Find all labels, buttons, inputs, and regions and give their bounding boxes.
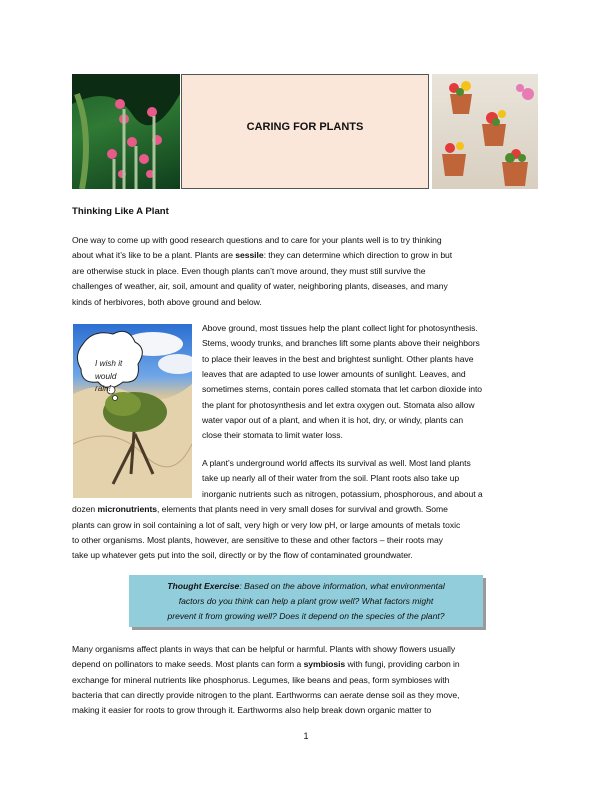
text-line [72,675,449,686]
text-line [72,535,443,546]
text-line [72,520,460,531]
text-span: Stems, woody trunks, and branches lift some plants above their neighbors [202,338,480,349]
bubble-line: rain! [95,384,111,393]
text-span: water vapor out of a plant, and when it is hot, dry, or windy, plants can [202,414,464,425]
text-span: : they can determine which direction to grow in but [263,250,453,261]
flowering-plants-photo [72,74,180,189]
text-line [202,458,471,469]
text-line [202,369,466,380]
text-span: depend on pollinators to make seeds. Most plants can form a [72,659,304,670]
thought-bubble-text [95,358,135,396]
text-span: sometimes stems, contain pores called stomata that let carbon dioxide into [202,384,483,395]
text-line [72,266,426,277]
text-line [202,430,343,441]
text-span: close their stomata to limit water loss. [202,430,343,441]
text-span: bacteria that can directly provide nitrogen to the plant. Earthworms can aerate dense soil as they move, [72,689,460,700]
text-span: dozen [72,504,98,515]
text-span: leaves that are adapted to use lower amounts of sunlight. Leaves, and [202,368,466,379]
text-line [202,473,459,484]
text-span: Above ground, most tissues help the plant collect light for photosynthesis. [202,323,478,333]
text-span: are otherwise stuck in place. Even though plants can’t move around, they must still survive the [72,265,426,276]
text-span: One way to come up with good research questions and to care for your plants well is to try thinking [72,235,442,245]
text-span: inorganic nutrients such as nitrogen, potassium, phosphorous, and about a [202,488,483,499]
key-term: micronutrients [97,504,157,515]
document-title: CARING FOR PLANTS [246,121,364,133]
text-span: challenges of weather, air, soil, amount and quality of water, neighboring plants, diseases, and many [72,281,448,292]
text-span: take up whatever gets put into the soil, directly or by the flow of contaminated groundwater. [72,550,413,561]
text-span: making it easier for roots to grow through it. Earthworms also help break down organic matter to [72,705,432,716]
text-line [202,354,473,365]
title-box [181,74,429,189]
key-term: sessile [235,250,264,261]
text-line [202,323,478,334]
text-line [72,659,460,670]
exercise-line: factors do you think can help a plant grow well? What factors might [178,596,434,606]
text-span: plants can grow in soil containing a lot of salt, very high or very low pH, or large amounts of metals toxic [72,519,461,530]
text-line [202,384,482,395]
text-span: Many organisms affect plants in ways that can be helpful or harmful. Plants with showy flowers usually [72,644,456,654]
text-span: the plant for photosynthesis and let extra oxygen out. Stomata also allow [202,399,475,410]
text-span: to other organisms. Most plants, however, are sensitive to these and other factors – their roots may [72,535,443,545]
text-line [72,705,431,716]
text-line [72,281,448,292]
text-line [202,415,463,426]
text-line [202,489,483,500]
text-span: exchange for mineral nutrients like phosphorus. Legumes, like beans and peas, form symbioses with [72,674,450,685]
text-line [72,644,455,655]
text-span: A plant’s underground world affects its survival as well. Most land plants [202,458,471,468]
section-heading: Thinking Like A Plant [72,206,169,217]
exercise-line: prevent it from growing well? Does it depend on the species of the plant? [167,611,445,621]
exercise-text: : Based on the above information, what environmental [239,581,445,591]
thought-exercise-box [129,575,483,627]
text-line [72,297,262,308]
text-line [202,400,474,411]
key-term: symbiosis [303,659,346,670]
text-line [72,690,459,701]
text-line [72,550,413,561]
potted-flowers-photo [432,74,538,189]
text-span: take up nearly all of their water from the soil. Plant roots also take up [202,473,460,484]
bubble-line: would [95,371,117,381]
bubble-line: I wish it [95,359,123,368]
text-span: about what it’s like to be a plant. Plants are [72,250,236,261]
text-span: to place their leaves in the best and brightest sunlight. Other plants have [202,353,474,364]
desert-tree-photo [73,324,192,498]
exercise-label: Thought Exercise [167,581,240,591]
text-span: , elements that plants need in very small doses for survival and growth. Some [156,504,448,515]
page-number: 1 [303,731,309,741]
text-line [72,250,452,261]
text-line [202,338,480,349]
text-span: with fungi, providing carbon in [345,659,460,670]
text-line [72,504,448,515]
text-span: kinds of herbivores, both above ground and below. [72,296,262,307]
text-line [72,235,442,246]
exercise-line [129,581,483,591]
